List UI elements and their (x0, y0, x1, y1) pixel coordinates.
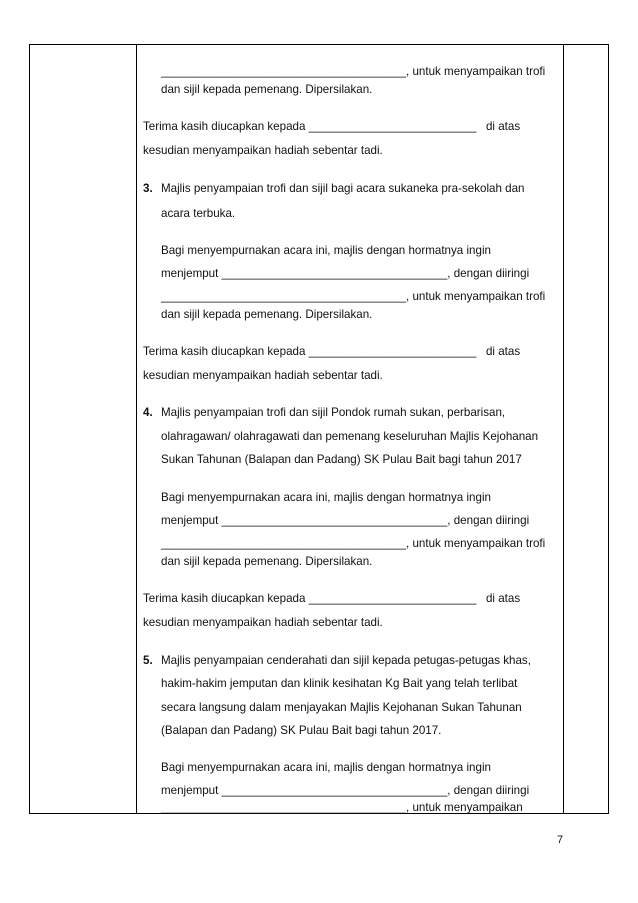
item-3-line-1: 3. Majlis penyampaian trofi dan sijil bagi acara sukaneka pra-sekolah dan (143, 182, 525, 195)
item-5-line-3: secara langsung dalam menjayakan Majlis Kejohanan Sukan Tahunan (161, 701, 522, 714)
text-line: Bagi menyempurnakan acara ini, majlis dengan hormatnya ingin (161, 244, 491, 257)
item-4-line-1: 4. Majlis penyampaian trofi dan sijil Pondok rumah sukan, perbarisan, (143, 406, 506, 419)
table-cell-left (30, 45, 137, 814)
text-line: Terima kasih diucapkan kepada __________________________ di atas (143, 592, 521, 605)
item-5-line-2: hakim-hakim jemputan dan klinik kesihatan Kg Bait yang telah terlibat (161, 677, 518, 690)
item-3-line-2: acara terbuka. (161, 207, 236, 220)
text-line: ______________________________________, untuk menyampaikan (161, 801, 523, 814)
item-5-line-1: 5. Majlis penyampaian cenderahati dan sijil kepada petugas-petugas khas, (143, 654, 531, 667)
text-line: menjemput ___________________________________, dengan diiringi (161, 514, 530, 527)
table-cell-content (137, 45, 564, 814)
text-line: kesudian menyampaikan hadiah sebentar tadi. (143, 369, 383, 382)
program-table (29, 44, 609, 814)
text-line: menjemput ___________________________________, dengan diiringi (161, 267, 530, 280)
text-line: Bagi menyempurnakan acara ini, majlis dengan hormatnya ingin (161, 491, 491, 504)
text-line: kesudian menyampaikan hadiah sebentar tadi. (143, 144, 383, 157)
text-line: dan sijil kepada pemenang. Dipersilakan. (161, 555, 373, 568)
text-line: ______________________________________, untuk menyampaikan trofi (161, 65, 546, 78)
text-line: ______________________________________, untuk menyampaikan trofi (161, 537, 546, 550)
text-line: ______________________________________, untuk menyampaikan trofi (161, 290, 546, 303)
text-line: menjemput ___________________________________, dengan diiringi (161, 784, 530, 797)
item-5-line-4: (Balapan dan Padang) SK Pulau Bait bagi tahun 2017. (161, 724, 442, 737)
text-line: dan sijil kepada pemenang. Dipersilakan. (161, 83, 373, 96)
text-line: Bagi menyempurnakan acara ini, majlis dengan hormatnya ingin (161, 761, 491, 774)
item-4-line-2: olahragawan/ olahragawati dan pemenang keseluruhan Majlis Kejohanan (161, 430, 539, 443)
item-4-line-3: Sukan Tahunan (Balapan dan Padang) SK Pulau Bait bagi tahun 2017 (161, 453, 522, 466)
table-cell-right (564, 45, 609, 814)
text-line: dan sijil kepada pemenang. Dipersilakan. (161, 308, 373, 321)
text-line: kesudian menyampaikan hadiah sebentar tadi. (143, 616, 383, 629)
text-line: Terima kasih diucapkan kepada __________________________ di atas (143, 345, 521, 358)
page-number: 7 (557, 834, 564, 846)
text-line: Terima kasih diucapkan kepada __________________________ di atas (143, 120, 521, 133)
